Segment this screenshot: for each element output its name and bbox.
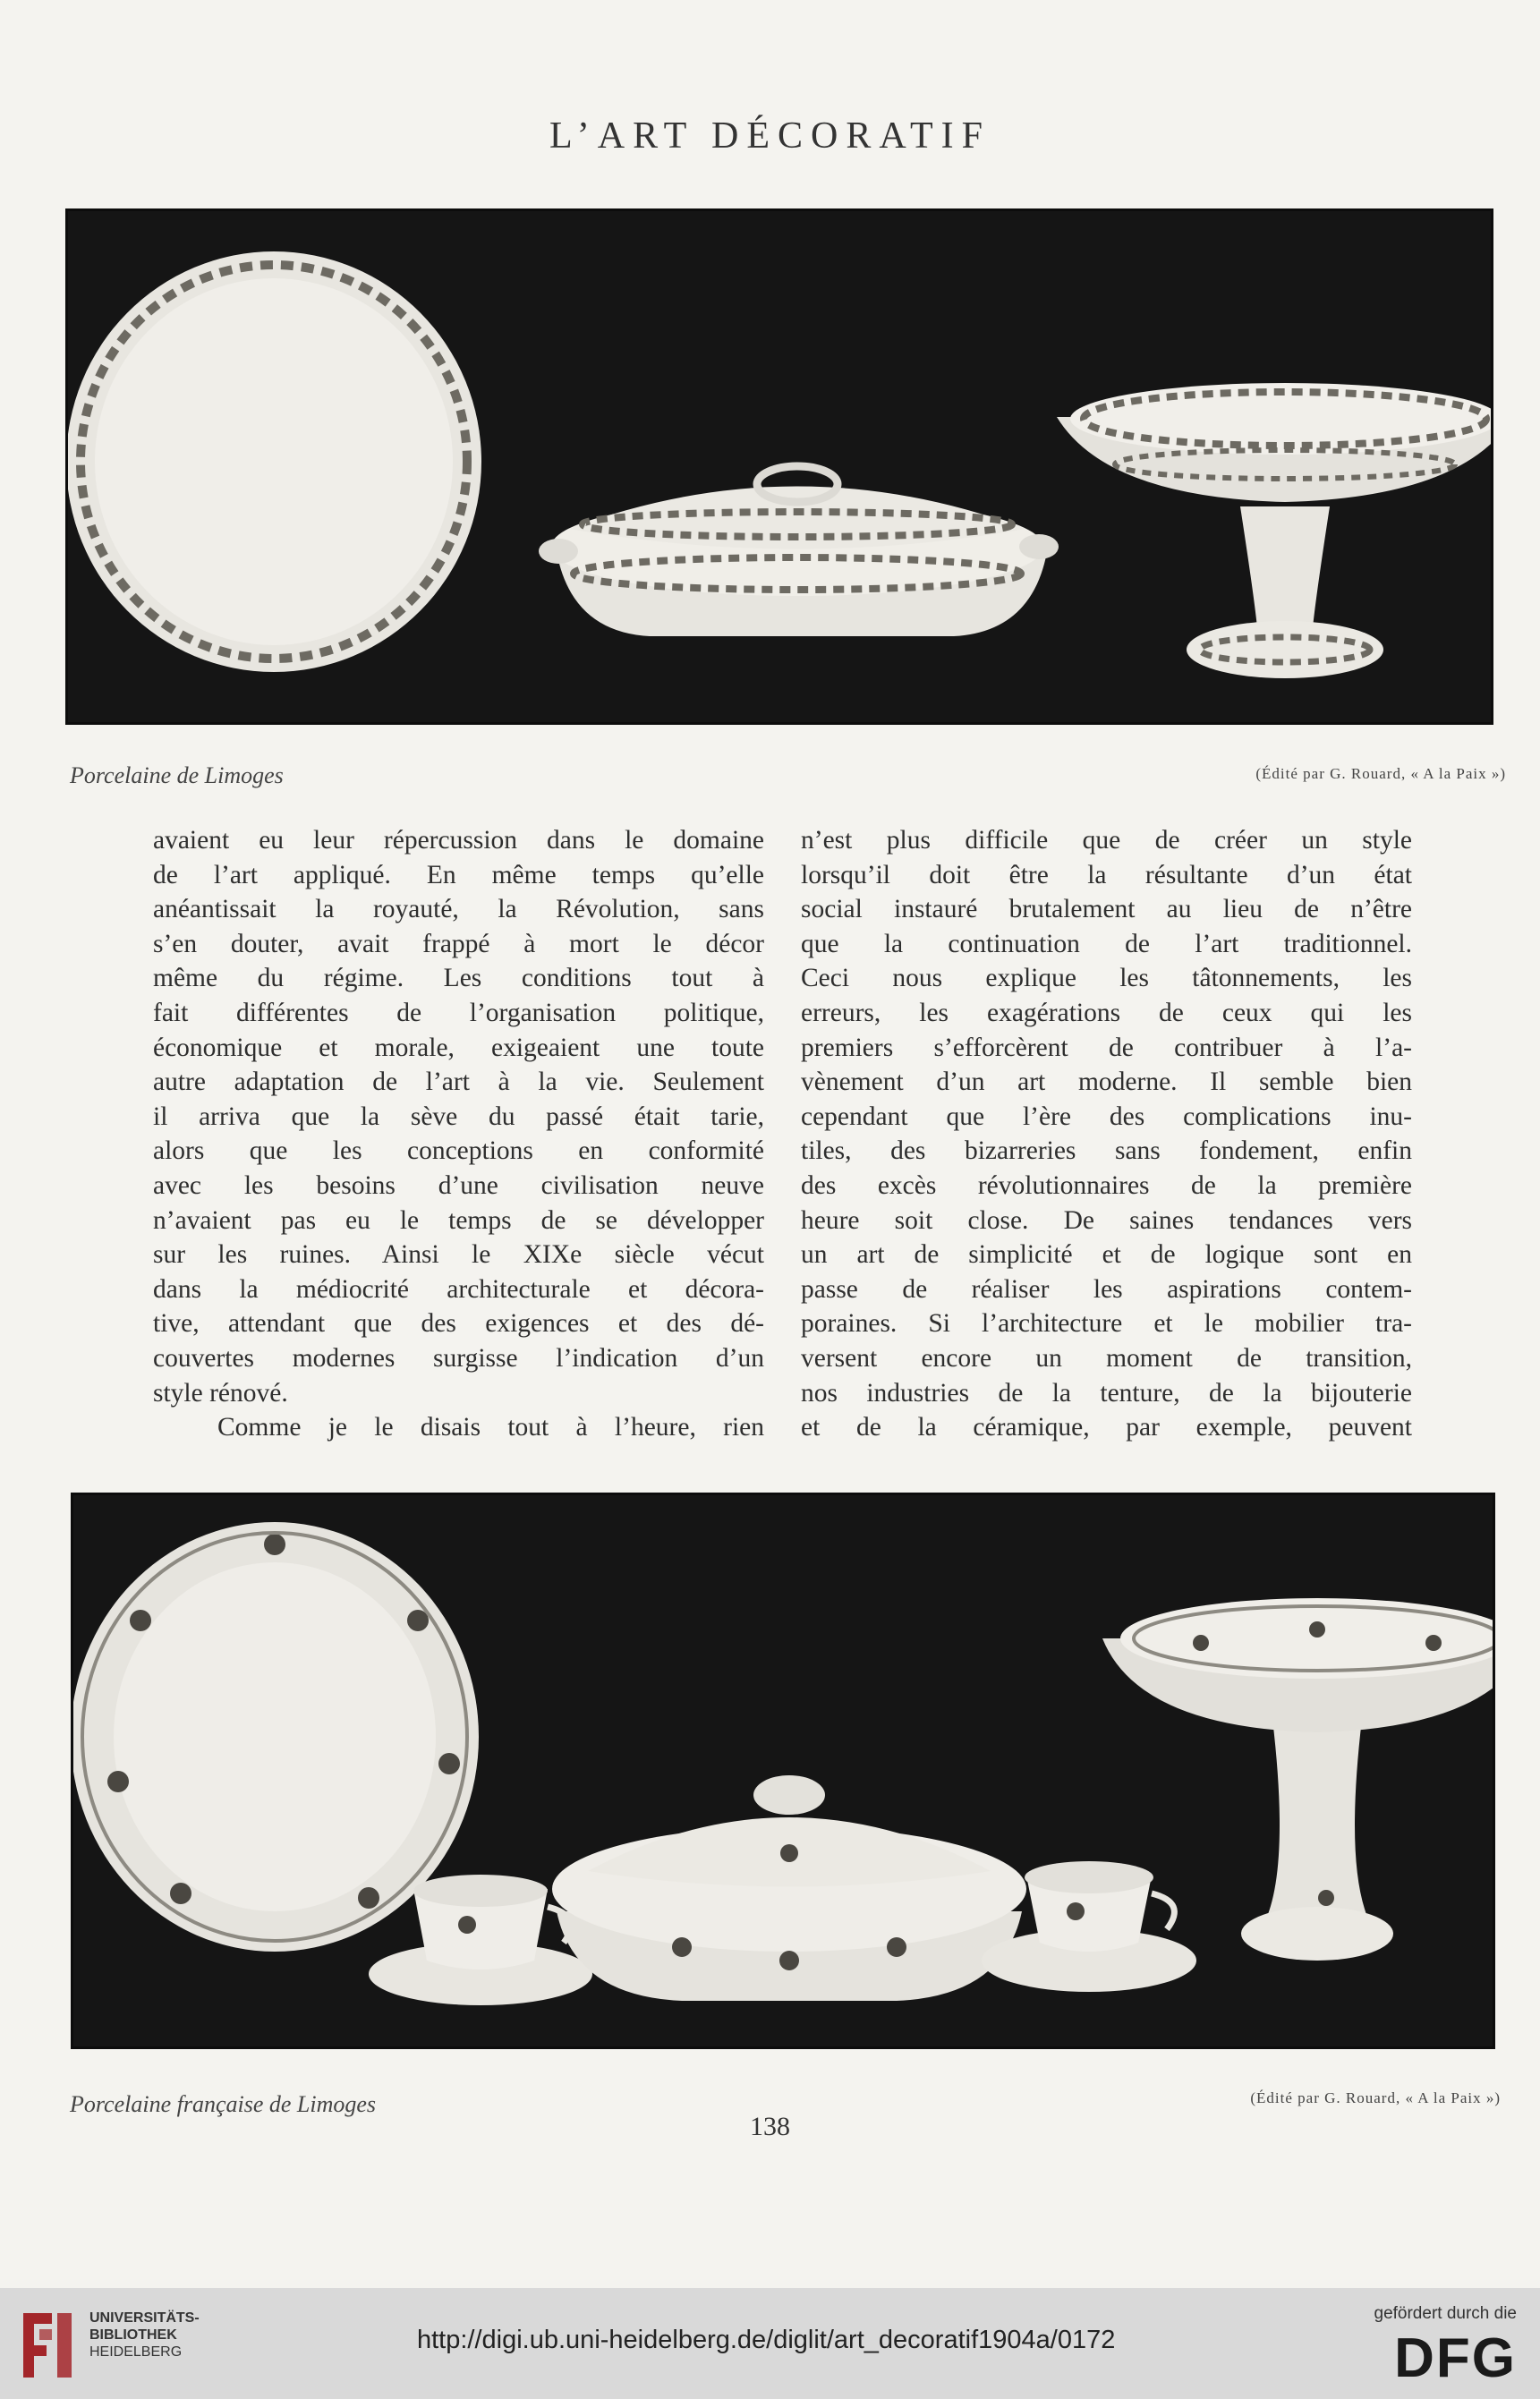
- photo-plate-porcelain-set-1: [65, 208, 1493, 725]
- text-line: s’en douter, avait frappé à mort le décor: [153, 929, 764, 958]
- text-line: tiles, des bizarreries sans fondement, enfin: [801, 1136, 1412, 1166]
- text-column-left: [153, 823, 764, 1445]
- figure-credit: (Édité par G. Rouard, « A la Paix »): [1255, 765, 1506, 782]
- text-line: versent encore un moment de transition,: [801, 1343, 1412, 1373]
- text-line: erreurs, les exagérations de ceux qui les: [801, 998, 1412, 1027]
- tureen-illustration: [539, 466, 1059, 636]
- figure-caption: Porcelaine française de Limoges: [70, 2091, 377, 2117]
- text-line: n’avaient pas eu le temps de se développer: [153, 1205, 764, 1235]
- text-line: dans la médiocrité architecturale et décora-: [153, 1274, 764, 1304]
- text-line: de l’art appliqué. En même temps qu’elle: [153, 860, 764, 889]
- figure-caption: Porcelaine de Limoges: [70, 762, 284, 788]
- library-line: UNIVERSITÄTS-: [89, 2310, 200, 2326]
- text-line: premiers s’efforcèrent de contribuer à l’a-: [801, 1033, 1412, 1062]
- text-line: vènement d’un art moderne. Il semble bien: [801, 1068, 1412, 1097]
- text-line: anéantissait la royauté, la Révolution, sans: [153, 895, 764, 924]
- text-line: avec les besoins d’une civilisation neuve: [153, 1170, 764, 1200]
- text-line: sur les ruines. Ainsi le XIXe siècle vécut: [153, 1240, 764, 1270]
- text-line: n’est plus difficile que de créer un style: [801, 826, 1412, 855]
- text-line: Comme je le disais tout à l’heure, rien: [217, 1413, 764, 1442]
- text-column-right: [801, 823, 1412, 1445]
- university-library-logo[interactable]: [16, 2306, 79, 2388]
- text-line: nos industries de la tenture, de la bijouterie: [801, 1378, 1412, 1408]
- permalink-url[interactable]: http://digi.ub.uni-heidelberg.de/diglit/art_decoratif1904a/0172: [417, 2326, 1116, 2354]
- text-line: que la continuation de l’art traditionnel.: [801, 929, 1412, 958]
- figure-credit: (Édité par G. Rouard, « A la Paix »): [1250, 2089, 1501, 2106]
- text-line: même du régime. Les conditions tout à: [153, 964, 764, 993]
- text-line: alors que les conceptions en conformité: [153, 1136, 764, 1166]
- library-line: BIBLIOTHEK: [89, 2327, 177, 2343]
- text-line: et de la céramique, par exemple, peuvent: [801, 1413, 1412, 1442]
- text-line: social instauré brutalement au lieu de n’être: [801, 895, 1412, 924]
- compote-stand-illustration: [1057, 383, 1491, 678]
- text-line: autre adaptation de l’art à la vie. Seulement: [153, 1068, 764, 1097]
- text-line: tive, attendant que des exigences et des dé-: [153, 1309, 764, 1339]
- digitization-footer: [0, 2288, 1540, 2399]
- text-line: un art de simplicité et de logique sont en: [801, 1240, 1412, 1270]
- text-line: Ceci nous explique les tâtonnements, les: [801, 964, 1412, 993]
- text-line: lorsqu’il doit être la résultante d’un état: [801, 860, 1412, 889]
- text-line: il arriva que la sève du passé était tarie,: [153, 1102, 764, 1131]
- library-line: HEIDELBERG: [89, 2344, 183, 2360]
- dfg-logo[interactable]: DFG: [1394, 2327, 1517, 2389]
- text-line: heure soit close. De saines tendances vers: [801, 1205, 1412, 1235]
- text-line: des excès révolutionnaires de la première: [801, 1170, 1412, 1200]
- dinner-plate-illustration: [68, 251, 481, 672]
- tureen-illustration: [552, 1775, 1026, 2001]
- text-line: passe de réaliser les aspirations contem-: [801, 1274, 1412, 1304]
- text-line: style rénové.: [153, 1378, 288, 1408]
- text-line: fait différentes de l’organisation politique,: [153, 998, 764, 1027]
- text-line: poraines. Si l’architecture et le mobilier tra-: [801, 1309, 1412, 1339]
- compote-stand-illustration: [1102, 1598, 1493, 1961]
- text-line: couvertes modernes surgisse l’indication d’un: [153, 1343, 764, 1373]
- photo-plate-porcelain-set-2: [71, 1493, 1495, 2049]
- university-library-name: [89, 2310, 200, 2361]
- text-line: cependant que l’ère des complications inu-: [801, 1102, 1412, 1131]
- page-number: 138: [750, 2112, 790, 2141]
- funding-note: gefördert durch die: [1374, 2304, 1517, 2323]
- text-line: avaient eu leur répercussion dans le domaine: [153, 826, 764, 855]
- page-title: L’ART DÉCORATIF: [549, 115, 991, 157]
- text-line: économique et morale, exigeaient une toute: [153, 1033, 764, 1062]
